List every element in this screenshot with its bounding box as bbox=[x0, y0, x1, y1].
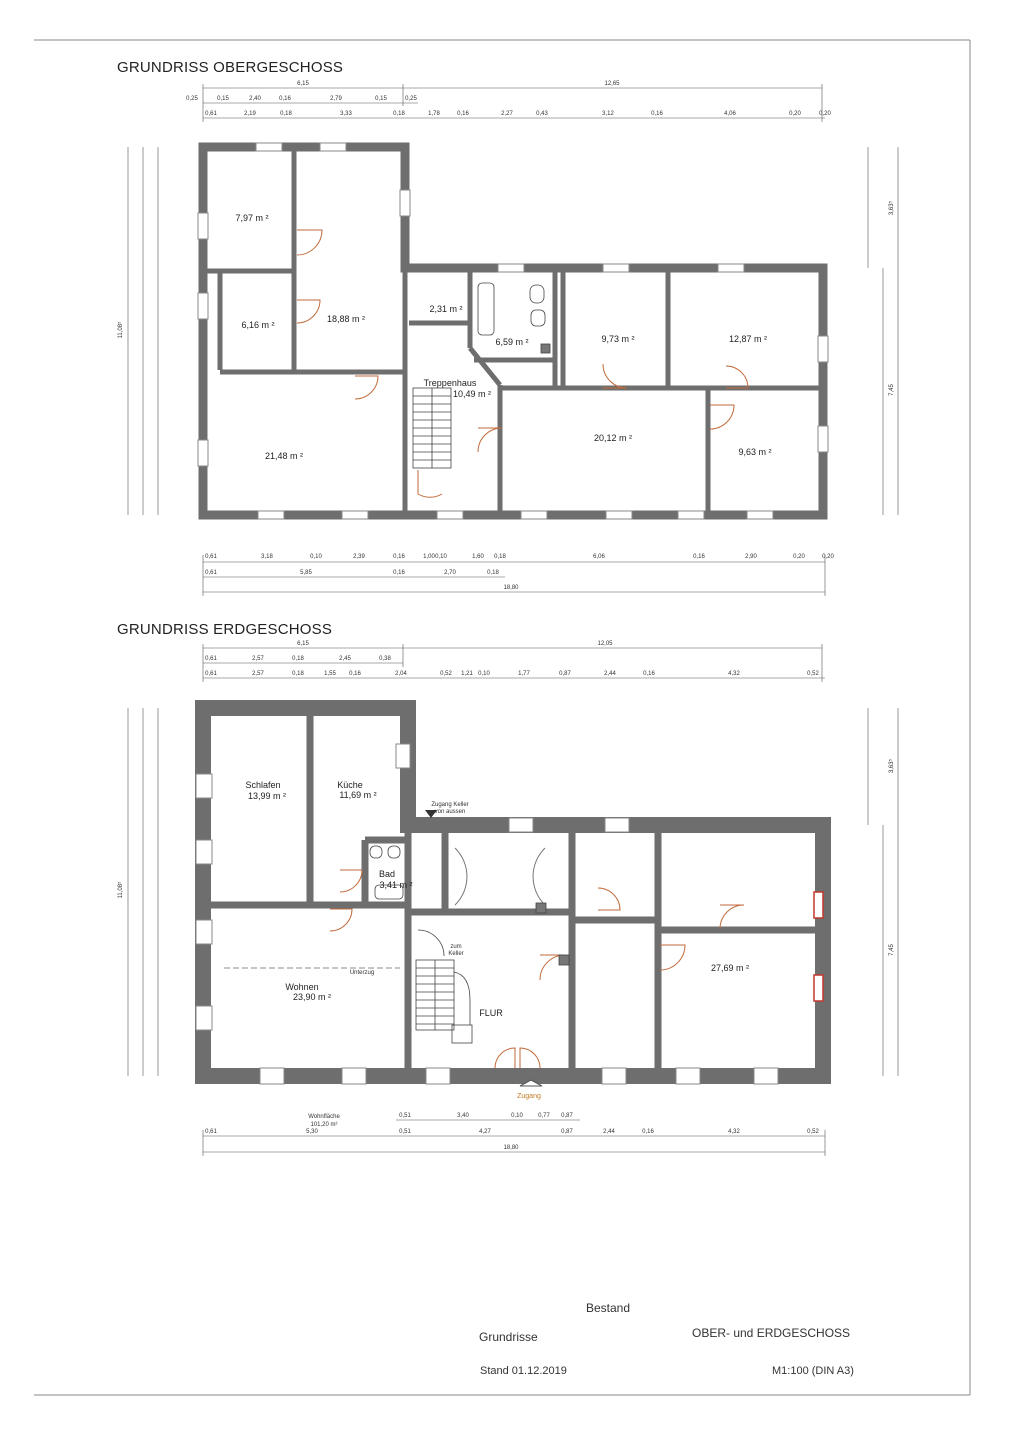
dimension-value: 0,52 bbox=[807, 671, 819, 677]
note-keller-outside-2: von aussen bbox=[434, 809, 466, 815]
ground-floor-title: GRUNDRISS ERDGESCHOSS bbox=[117, 621, 333, 638]
upper-room-labels bbox=[235, 213, 771, 461]
ground-staircase bbox=[416, 930, 472, 1043]
dimension-value: 2,27 bbox=[501, 111, 513, 117]
dimension-value: 2,90 bbox=[745, 554, 757, 560]
title-block-scale: M1:100 (DIN A3) bbox=[772, 1365, 854, 1377]
dimension-value: 0,16 bbox=[643, 671, 655, 677]
dimension-value: 0,51 bbox=[399, 1113, 411, 1119]
room-label-schlafen: Schlafen bbox=[245, 780, 281, 790]
room-area-18-88: 18,88 m ² bbox=[326, 314, 366, 324]
room-area-27-69: 27,69 m ² bbox=[710, 963, 750, 973]
dim-upper-right-total2: 7,45 bbox=[889, 384, 895, 396]
ground-room-labels bbox=[245, 780, 749, 1018]
dim-upper-left-total: 11,08⁵ bbox=[118, 321, 124, 339]
dimension-value: 0,20 bbox=[793, 554, 805, 560]
dimension-value: 0,87 bbox=[561, 1129, 573, 1135]
dimension-value: 2,45 bbox=[339, 656, 351, 662]
dimension-value: 2,70 bbox=[444, 570, 456, 576]
note-keller-outside-1: Zugang Keller bbox=[431, 802, 469, 808]
dimension-value: 0,51 bbox=[399, 1129, 411, 1135]
dimension-value: 0,10 bbox=[435, 554, 447, 560]
dimension-value: 1,55 bbox=[324, 671, 336, 677]
dimension-value: 2,39 bbox=[353, 554, 365, 560]
dimension-value: 0,16 bbox=[393, 570, 405, 576]
dimension-value: 0,20 bbox=[789, 111, 801, 117]
room-area-23-90: 23,90 m ² bbox=[292, 992, 332, 1002]
room-label-kueche: Küche bbox=[337, 780, 363, 790]
dim-upper-bottom-row1 bbox=[205, 554, 834, 560]
dimension-value: 1,00 bbox=[423, 554, 435, 560]
dim-ground-left-total: 11,08⁵ bbox=[118, 881, 124, 899]
dimension-value: 1,60 bbox=[472, 554, 484, 560]
dimension-value: 0,25 bbox=[186, 96, 198, 102]
dimension-value: 2,57 bbox=[252, 671, 264, 677]
dimension-value: 0,18 bbox=[494, 554, 506, 560]
dim-ground-top-row2 bbox=[205, 671, 819, 677]
dimension-value: 0,10 bbox=[511, 1113, 523, 1119]
title-block-kind: Grundrisse bbox=[479, 1330, 538, 1344]
room-label-bad: Bad bbox=[378, 869, 396, 879]
dimension-value: 0,61 bbox=[205, 554, 217, 560]
dimension-value: 4,27 bbox=[479, 1129, 491, 1135]
dim-ground-bottom-total: 18,80 bbox=[503, 1145, 519, 1151]
dim-ground-bottom-row1 bbox=[399, 1113, 573, 1119]
room-area-2-31: 2,31 m ² bbox=[429, 304, 463, 314]
room-area-9-63: 9,63 m ² bbox=[738, 447, 772, 457]
dimension-value: 4,32 bbox=[728, 1129, 740, 1135]
dim-ground-top-total2: 12,05 bbox=[597, 641, 613, 647]
dimension-value: 0,25 bbox=[405, 96, 417, 102]
dim-upper-bottom-row2 bbox=[205, 570, 499, 576]
title-block-date: Stand 01.12.2019 bbox=[480, 1365, 567, 1377]
upper-side-dimension-lines bbox=[128, 147, 898, 515]
room-area-21-48: 21,48 m ² bbox=[264, 451, 304, 461]
room-area-6-59: 6,59 m ² bbox=[495, 337, 529, 347]
dimension-value: 0,18 bbox=[393, 111, 405, 117]
dim-ground-right-total: 3,63⁵ bbox=[889, 758, 895, 774]
dimension-value: 0,20 bbox=[819, 111, 831, 117]
dimension-value: 3,40 bbox=[457, 1113, 469, 1119]
dimension-value: 0,18 bbox=[292, 671, 304, 677]
dimension-value: 3,12 bbox=[602, 111, 614, 117]
dimension-value: 0,52 bbox=[807, 1129, 819, 1135]
dimension-value: 0,10 bbox=[310, 554, 322, 560]
room-area-9-73: 9,73 m ² bbox=[601, 334, 635, 344]
upper-staircase bbox=[413, 388, 451, 468]
dimension-value: 0,18 bbox=[280, 111, 292, 117]
dimension-value: 0,52 bbox=[440, 671, 452, 677]
dimension-value: 0,18 bbox=[487, 570, 499, 576]
room-area-7-97: 7,97 m ² bbox=[235, 213, 269, 223]
dimension-value: 2,19 bbox=[244, 111, 256, 117]
dimension-value: 0,61 bbox=[205, 111, 217, 117]
dim-upper-top-row2 bbox=[205, 111, 831, 117]
dimension-value: 2,57 bbox=[252, 656, 264, 662]
dimension-value: 0,61 bbox=[205, 671, 217, 677]
dimension-value: 0,87 bbox=[561, 1113, 573, 1119]
dimension-value: 0,16 bbox=[693, 554, 705, 560]
dimension-value: 0,16 bbox=[642, 1129, 654, 1135]
dim-upper-top-total: 6,15 bbox=[297, 81, 309, 87]
ground-inner-walls bbox=[211, 716, 815, 1068]
dimension-value: 2,40 bbox=[249, 96, 261, 102]
dimension-value: 0,61 bbox=[205, 570, 217, 576]
dimension-value: 0,16 bbox=[279, 96, 291, 102]
dimension-value: 1,21 bbox=[461, 671, 473, 677]
dimension-value: 0,15 bbox=[217, 96, 229, 102]
dimension-value: 3,33 bbox=[340, 111, 352, 117]
dimension-value: 0,15 bbox=[375, 96, 387, 102]
dim-upper-bottom-total: 18,80 bbox=[503, 585, 519, 591]
dimension-value: 0,10 bbox=[478, 671, 490, 677]
room-label-wohnen: Wohnen bbox=[285, 982, 319, 992]
dimension-value: 5,85 bbox=[300, 570, 312, 576]
dim-upper-top-total2: 12,65 bbox=[604, 81, 620, 87]
note-zum-keller-1: zum bbox=[450, 944, 462, 950]
room-area-11-69: 11,69 m ² bbox=[339, 790, 377, 800]
dimension-value: 2,79 bbox=[330, 96, 342, 102]
dimension-value: 0,16 bbox=[393, 554, 405, 560]
dimension-value: 0,20 bbox=[822, 554, 834, 560]
dim-ground-right-total2: 7,45 bbox=[889, 944, 895, 956]
upper-floor-plan bbox=[117, 81, 898, 596]
room-area-3-41: 3,41 m ² bbox=[379, 880, 413, 890]
dimension-value: 0,18 bbox=[292, 656, 304, 662]
ground-side-dimension-lines bbox=[128, 708, 898, 1076]
dimension-value: 0,61 bbox=[205, 1129, 217, 1135]
dimension-value: 5,30 bbox=[306, 1129, 318, 1135]
note-wohnflaeche-value: 101,20 m² bbox=[310, 1122, 338, 1128]
upper-floor-title: GRUNDRISS OBERGESCHOSS bbox=[117, 59, 344, 76]
dim-ground-top-total: 6,15 bbox=[297, 641, 309, 647]
ground-outer-wall bbox=[203, 708, 823, 1076]
dimension-value: 0,38 bbox=[379, 656, 391, 662]
note-wohnflaeche-label: Wohnfläche bbox=[308, 1114, 340, 1120]
dim-ground-top-row1 bbox=[205, 656, 391, 662]
room-label-treppenhaus: Treppenhaus bbox=[423, 378, 477, 388]
dimension-value: 0,16 bbox=[651, 111, 663, 117]
note-zugang: Zugang bbox=[517, 1093, 541, 1100]
dimension-value: 4,32 bbox=[728, 671, 740, 677]
dimension-value: 0,43 bbox=[536, 111, 548, 117]
dimension-value: 0,87 bbox=[559, 671, 571, 677]
note-unterzug: Unterzug bbox=[349, 970, 375, 976]
dim-upper-top-row1 bbox=[186, 96, 417, 102]
room-area-13-99: 13,99 m ² bbox=[247, 791, 287, 801]
dimension-value: 0,16 bbox=[457, 111, 469, 117]
dimension-value: 0,16 bbox=[349, 671, 361, 677]
room-area-10-49: 10,49 m ² bbox=[452, 389, 492, 399]
dimension-value: 0,77 bbox=[538, 1113, 550, 1119]
dimension-value: 2,44 bbox=[603, 1129, 615, 1135]
room-area-12-87: 12,87 m ² bbox=[728, 334, 768, 344]
room-label-flur: FLUR bbox=[479, 1008, 503, 1018]
room-area-6-16: 6,16 m ² bbox=[241, 320, 275, 330]
dimension-value: 1,77 bbox=[518, 671, 530, 677]
note-zum-keller-2: Keller bbox=[448, 951, 464, 957]
dimension-value: 4,06 bbox=[724, 111, 736, 117]
title-block-status: Bestand bbox=[586, 1301, 631, 1315]
dim-upper-right-total: 3,63⁵ bbox=[889, 200, 895, 216]
dimension-value: 2,04 bbox=[395, 671, 407, 677]
dimension-value: 6,06 bbox=[593, 554, 605, 560]
room-area-20-12: 20,12 m ² bbox=[593, 433, 633, 443]
dim-ground-bottom-row2 bbox=[205, 1129, 819, 1135]
ground-floor-plan bbox=[117, 641, 898, 1156]
dimension-value: 2,44 bbox=[604, 671, 616, 677]
dimension-value: 3,18 bbox=[261, 554, 273, 560]
title-block-floors: OBER- und ERDGESCHOSS bbox=[692, 1326, 851, 1340]
dimension-value: 0,61 bbox=[205, 656, 217, 662]
dimension-value: 1,78 bbox=[428, 111, 440, 117]
